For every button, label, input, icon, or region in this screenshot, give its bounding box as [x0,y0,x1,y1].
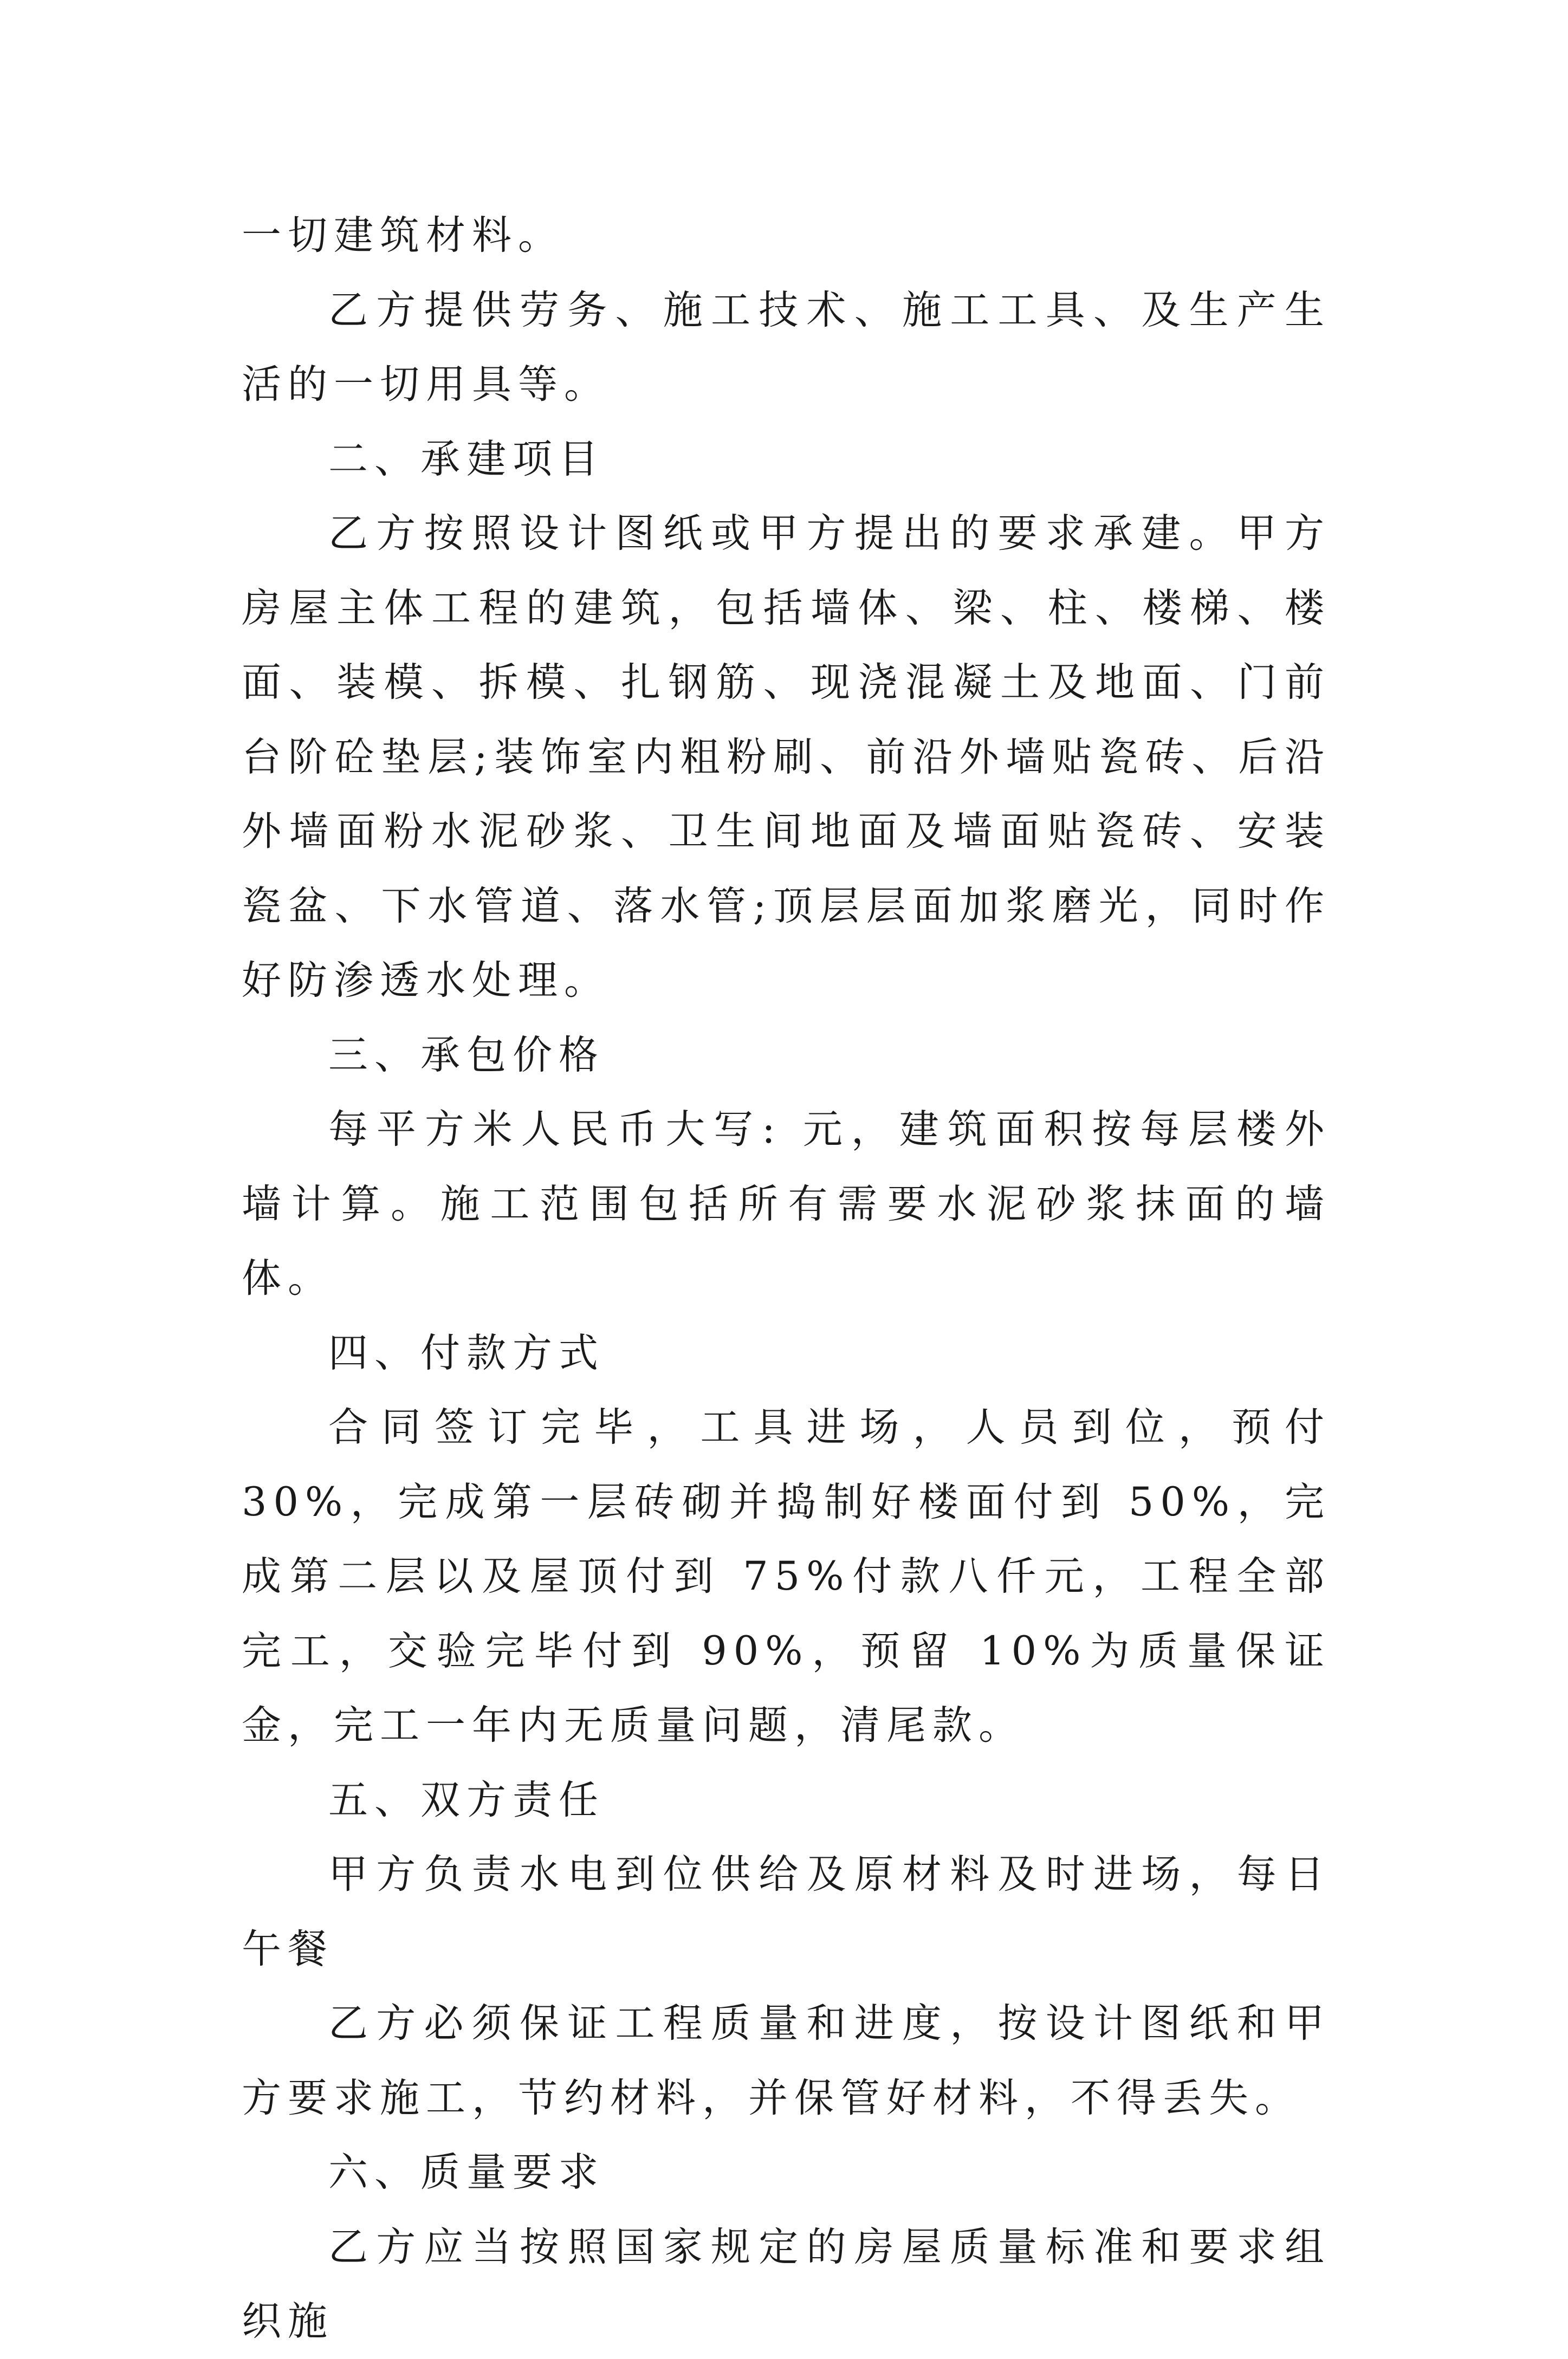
paragraph-party-b-provisions: 乙方提供劳务、施工技术、施工工具、及生产生活的一切用具等。 [242,287,1331,407]
document-body [242,198,1331,2359]
paragraph-construction-scope: 乙方按照设计图纸或甲方提出的要求承建。甲方房屋主体工程的建筑，包括墙体、梁、柱、楼梯、楼面、装模、拆模、扎钢筋、现浇混凝土及地面、门前台阶砼垫层;装饰室内粗粉刷、前沿外墙贴瓷砖、后沿外墙面粉水泥砂浆、卫生间地面及墙面贴瓷砖、安装瓷盆、下水管道、落水管;顶层层面加浆磨光，同时作好防渗透水处理。 [242,510,1331,1003]
section-heading-contract-price: 三、承包价格 [328,1032,605,1078]
section-heading-responsibilities: 五、双方责任 [328,1777,605,1823]
paragraph-materials-continuation: 一切建筑材料。 [242,212,564,258]
section-heading-construction-items: 二、承建项目 [328,436,605,482]
paragraph-party-b-responsibility: 乙方必须保证工程质量和进度，按设计图纸和甲方要求施工，节约材料，并保管好材料，不得丢失。 [242,2000,1331,2121]
section-heading-quality-requirements: 六、质量要求 [328,2149,605,2195]
paragraph-quality-standard: 乙方应当按照国家规定的房屋质量标准和要求组织施 [242,2224,1331,2344]
paragraph-price-terms: 每平方米人民币大写: 元，建筑面积按每层楼外墙计算。施工范围包括所有需要水泥砂浆抹面的墙体。 [242,1106,1331,1301]
paragraph-payment-schedule: 合同签订完毕，工具进场，人员到位，预付 30%，完成第一层砖砌并捣制好楼面付到 50%，完成第二层以及屋顶付到 75%付款八仟元，工程全部完工，交验完毕付到 90%，预留 10%为质量保证金，完工一年内无质量问题，清尾款。 [242,1404,1331,1748]
paragraph-party-a-responsibility: 甲方负责水电到位供给及原材料及时进场，每日午餐 [242,1851,1331,1972]
section-heading-payment-method: 四、付款方式 [328,1330,605,1376]
